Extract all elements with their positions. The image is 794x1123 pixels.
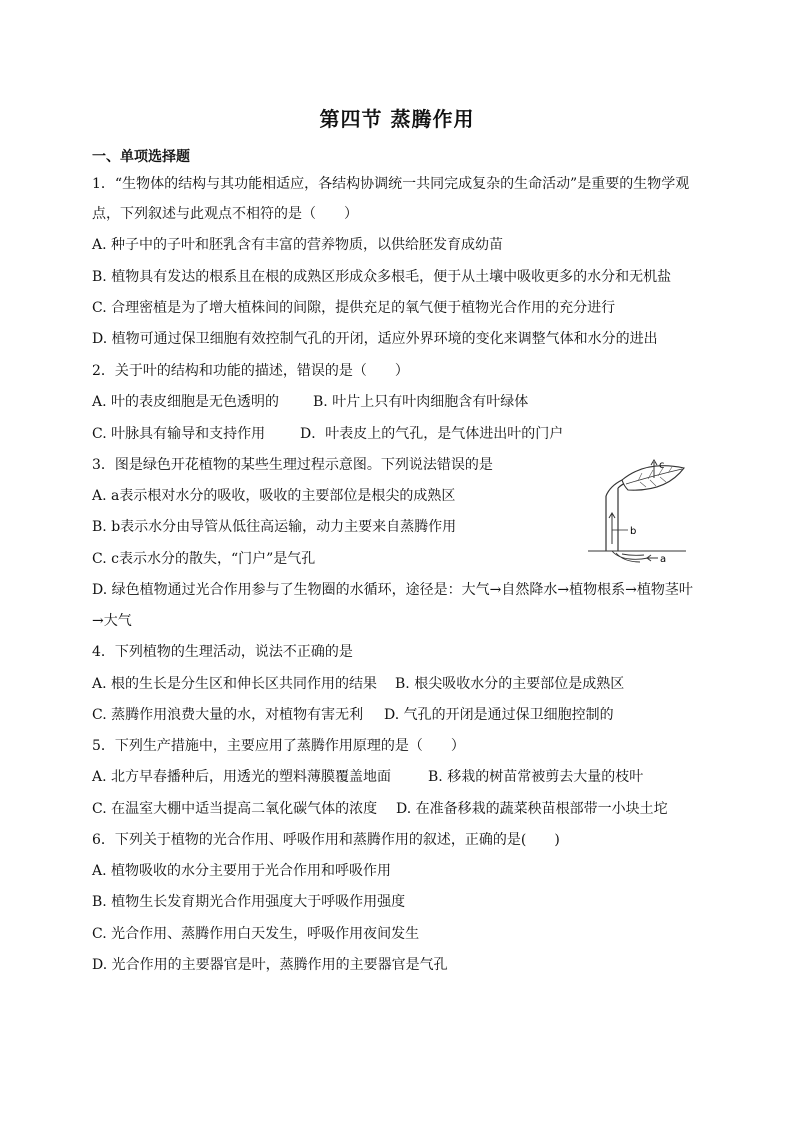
q2-option-c: C. 叶脉具有输导和支持作用 (92, 426, 266, 442)
plant-process-diagram (586, 458, 696, 573)
q5-option-b: B. 移栽的树苗常被剪去大量的枝叶 (428, 769, 644, 785)
q3-stem: 3．图是绿色开花植物的某些生理过程示意图。下列说法错误的是 (92, 457, 493, 473)
label-a: a (660, 554, 667, 565)
q6-stem: 6．下列关于植物的光合作用、呼吸作用和蒸腾作用的叙述，正确的是( ) (92, 832, 560, 848)
q4-option-c: C. 蒸腾作用浪费大量的水，对植物有害无利 (92, 707, 364, 723)
q4-stem: 4．下列植物的生理活动，说法不正确的是 (92, 644, 353, 660)
q1-option-d: D. 植物可通过保卫细胞有效控制气孔的开闭，适应外界环境的变化来调整气体和水分的进出 (92, 331, 658, 347)
q1-option-c: C. 合理密植是为了增大植株间的间隙，提供充足的氧气便于植物光合作用的充分进行 (92, 300, 616, 316)
q6-option-a: A. 植物吸收的水分主要用于光合作用和呼吸作用 (92, 863, 392, 879)
roots (612, 551, 648, 562)
q3-option-c: C. c表示水分的散失，“门户”是气孔 (92, 551, 316, 567)
page-title: 第四节 蒸腾作用 (319, 107, 475, 131)
q5-option-a: A. 北方早春播种后，用透光的塑料薄膜覆盖地面 (92, 769, 392, 785)
q6-option-d: D. 光合作用的主要器官是叶，蒸腾作用的主要器官是气孔 (92, 957, 448, 973)
q5-option-c: C. 在温室大棚中适当提高二氧化碳气体的浓度 (92, 801, 378, 817)
q4-option-d: D. 气孔的开闭是通过保卫细胞控制的 (384, 707, 614, 723)
q2-stem: 2．关于叶的结构和功能的描述，错误的是（ ） (92, 363, 409, 379)
q3-option-d-line1: D. 绿色植物通过光合作用参与了生物圈的水循环，途径是：大气→自然降水→植物根系→植物茎叶 (92, 582, 693, 598)
label-b: b (630, 526, 637, 537)
q2-option-a: A. 叶的表皮细胞是无色透明的 (92, 394, 280, 410)
q3-option-b: B. b表示水分由导管从低往高运输，动力主要来自蒸腾作用 (92, 519, 457, 535)
q1-option-b: B. 植物具有发达的根系且在根的成熟区形成众多根毛，便于从土壤中吸收更多的水分和无机盐 (92, 269, 672, 285)
q6-option-c: C. 光合作用、蒸腾作用白天发生，呼吸作用夜间发生 (92, 926, 420, 942)
q2-option-d: D．叶表皮上的气孔，是气体进出叶的门户 (300, 426, 564, 442)
q2-option-b: B. 叶片上只有叶肉细胞含有叶绿体 (313, 394, 529, 410)
q1-stem-line2: 点，下列叙述与此观点不相符的是（ ） (92, 206, 358, 222)
q5-option-d: D. 在准备移栽的蔬菜秧苗根部带一小块土坨 (396, 801, 668, 817)
q5-stem: 5．下列生产措施中，主要应用了蒸腾作用原理的是（ ） (92, 738, 465, 754)
section-heading: 一、单项选择题 (92, 149, 190, 165)
q1-option-a: A. 种子中的子叶和胚乳含有丰富的营养物质，以供给胚发育成幼苗 (92, 237, 504, 253)
q4-option-a: A. 根的生长是分生区和伸长区共同作用的结果 (92, 676, 378, 692)
q1-stem-line1: 1．“生物体的结构与其功能相适应，各结构协调统一共同完成复杂的生命活动”是重要的生物学观 (92, 176, 690, 192)
q3-option-a: A. a表示根对水分的吸收，吸收的主要部位是根尖的成熟区 (92, 488, 456, 504)
q6-option-b: B. 植物生长发育期光合作用强度大于呼吸作用强度 (92, 894, 406, 910)
q3-option-d-line2: →大气 (92, 613, 132, 629)
q4-option-b: B. 根尖吸收水分的主要部位是成熟区 (395, 676, 625, 692)
leaf-shape (622, 466, 684, 490)
label-c: c (659, 460, 665, 471)
